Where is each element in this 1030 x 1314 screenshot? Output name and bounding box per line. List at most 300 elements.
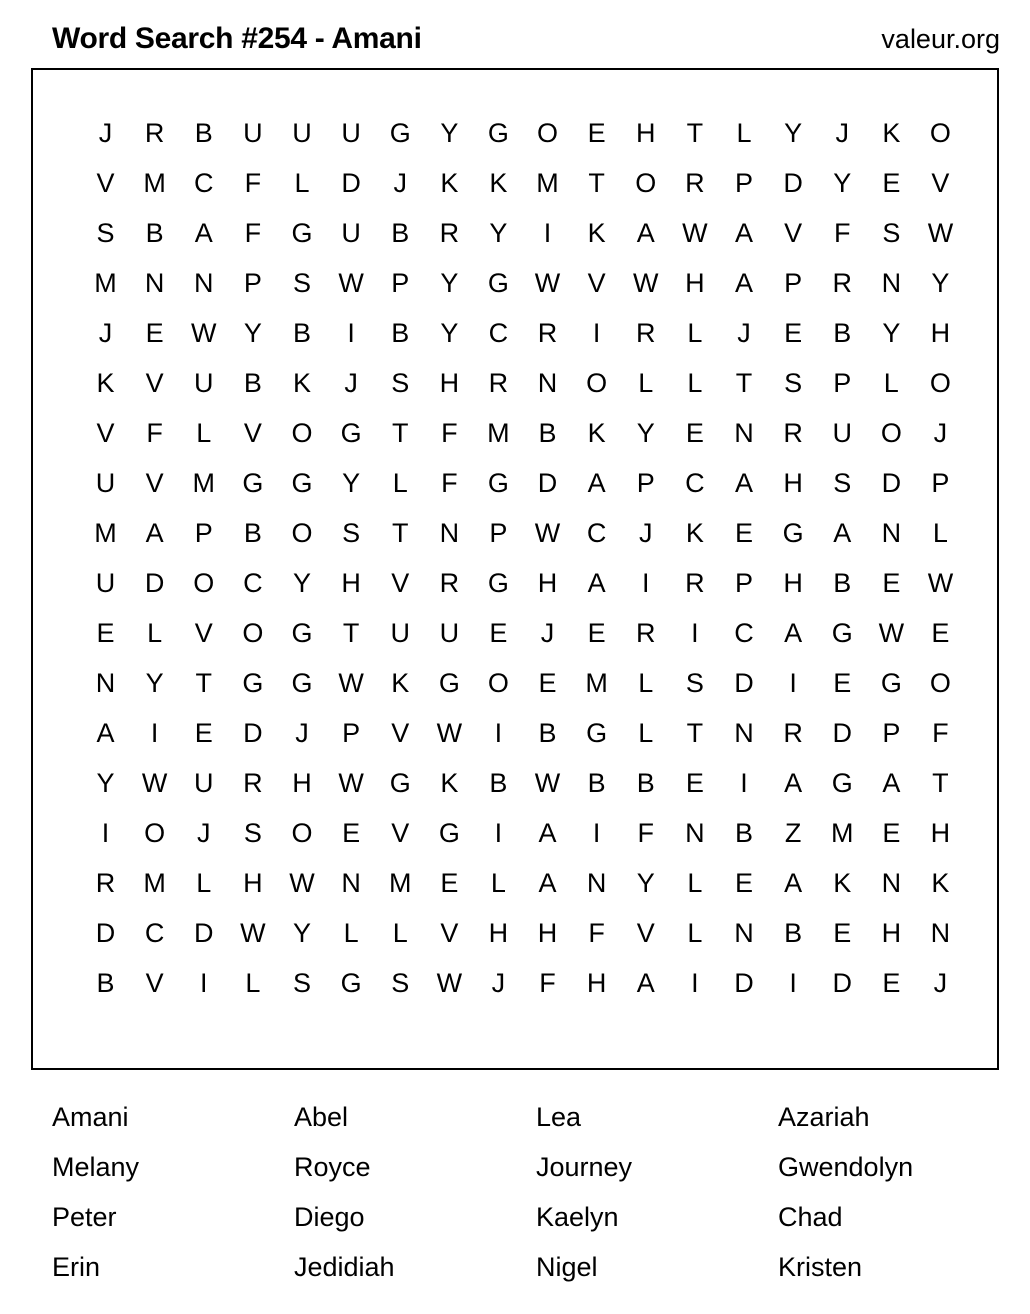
grid-letter: V: [784, 218, 803, 248]
grid-letter: U: [341, 118, 361, 148]
grid-letter: O: [242, 618, 264, 648]
grid-letter: V: [145, 968, 164, 998]
grid-letter: G: [782, 518, 804, 548]
grid-letter: R: [439, 218, 460, 248]
grid-letter: R: [685, 168, 705, 198]
grid-letter: Y: [292, 918, 311, 948]
grid-letter: T: [735, 368, 753, 398]
grid-letter: L: [687, 868, 703, 898]
grid-letter: N: [144, 268, 165, 298]
grid-letter: Y: [636, 868, 655, 898]
grid-letter: E: [882, 568, 901, 598]
grid-letter: P: [931, 468, 950, 498]
grid-letter: B: [96, 968, 115, 998]
grid-letter: L: [343, 918, 359, 948]
grid-letter: D: [881, 468, 902, 498]
grid-letter: G: [487, 568, 509, 598]
grid-letter: K: [489, 168, 508, 198]
grid-letter: U: [292, 118, 312, 148]
grid-letter: I: [101, 818, 110, 848]
grid-letter: R: [537, 318, 558, 348]
grid-letter: F: [244, 218, 262, 248]
grid-letter: S: [882, 218, 901, 248]
grid-letter: O: [193, 568, 215, 598]
grid-letter: J: [933, 418, 948, 448]
grid-letter: Y: [440, 118, 459, 148]
grid-letter: W: [682, 218, 708, 248]
grid-letter: B: [833, 568, 852, 598]
grid-letter: C: [194, 168, 214, 198]
grid-letter: N: [439, 518, 460, 548]
word-list: [52, 1092, 982, 1292]
grid-letter: O: [487, 668, 509, 698]
grid-letter: F: [441, 418, 458, 448]
grid-letter: L: [196, 418, 212, 448]
grid-letter: Y: [489, 218, 508, 248]
word-list-item: Erin: [52, 1252, 101, 1282]
grid-letter: T: [391, 518, 409, 548]
grid-letter: Z: [784, 818, 802, 848]
grid-letter: G: [242, 468, 264, 498]
grid-letter: S: [784, 368, 803, 398]
grid-letter: J: [491, 968, 506, 998]
grid-letter: L: [883, 368, 899, 398]
grid-letter: T: [686, 118, 704, 148]
grid-letter: R: [144, 118, 165, 148]
grid-letter: Y: [636, 418, 655, 448]
grid-letter: G: [880, 668, 902, 698]
grid-letter: B: [784, 918, 803, 948]
grid-letter: K: [882, 118, 901, 148]
grid-letter: C: [586, 518, 607, 548]
grid-letter: W: [289, 868, 315, 898]
grid-letter: E: [194, 718, 213, 748]
grid-letter: S: [292, 268, 311, 298]
grid-letter: E: [882, 168, 901, 198]
grid-letter: W: [436, 718, 463, 748]
grid-letter: B: [145, 218, 164, 248]
grid-letter: P: [489, 518, 508, 548]
grid-letter: J: [197, 818, 211, 848]
grid-letter: H: [292, 768, 312, 798]
grid-letter: I: [592, 318, 601, 348]
grid-letter: U: [439, 618, 460, 648]
grid-letter: E: [538, 668, 557, 698]
grid-letter: A: [145, 518, 164, 548]
grid-letter: C: [685, 468, 705, 498]
grid-letter: U: [341, 218, 361, 248]
word-list-item: Lea: [536, 1102, 582, 1132]
grid-letter: P: [391, 268, 410, 298]
grid-letter: Y: [784, 118, 803, 148]
grid-letter: O: [537, 118, 559, 148]
grid-letter: J: [835, 118, 849, 148]
grid-letter: W: [141, 768, 168, 798]
word-list-item: Royce: [294, 1152, 371, 1182]
grid-letter: M: [536, 168, 559, 198]
grid-letter: H: [783, 568, 803, 598]
grid-letter: V: [96, 168, 115, 198]
grid-letter: A: [587, 568, 606, 598]
grid-letter: U: [194, 768, 214, 798]
grid-letter: O: [929, 668, 951, 698]
grid-letter: D: [194, 918, 214, 948]
grid-letter: W: [927, 568, 954, 598]
word-list-item: Kaelyn: [536, 1202, 619, 1232]
grid-letter: E: [685, 418, 704, 448]
grid-letter: L: [687, 918, 703, 948]
grid-letter: G: [291, 668, 313, 698]
grid-letter: R: [685, 568, 705, 598]
grid-letter: H: [243, 868, 263, 898]
grid-letter: V: [931, 168, 950, 198]
grid-letter: Y: [440, 318, 459, 348]
grid-letter: O: [929, 118, 951, 148]
grid-letter: B: [292, 318, 311, 348]
grid-letter: K: [292, 368, 311, 398]
grid-letter: E: [96, 618, 115, 648]
grid-letter: F: [833, 218, 851, 248]
grid-letter: R: [488, 368, 509, 398]
grid-letter: O: [291, 818, 313, 848]
grid-letter: I: [494, 718, 503, 748]
grid-letter: L: [638, 668, 654, 698]
grid-letter: E: [342, 818, 361, 848]
grid-letter: J: [393, 168, 407, 198]
grid-letter: H: [930, 818, 951, 848]
grid-letter: A: [784, 618, 803, 648]
grid-letter: R: [439, 568, 460, 598]
grid-letter: B: [243, 518, 262, 548]
grid-letter: U: [194, 368, 214, 398]
grid-letter: H: [341, 568, 361, 598]
word-list-item: Chad: [778, 1202, 843, 1232]
grid-letter: F: [441, 468, 458, 498]
grid-letter: A: [784, 768, 803, 798]
grid-letter: I: [642, 568, 650, 598]
grid-letter: H: [881, 918, 902, 948]
grid-letter: W: [191, 318, 217, 348]
grid-letter: L: [294, 168, 310, 198]
grid-letter: O: [586, 368, 608, 398]
word-list-item: Jedidiah: [294, 1252, 395, 1282]
grid-letter: D: [832, 718, 852, 748]
grid-letter: E: [440, 868, 459, 898]
grid-letter: I: [200, 968, 208, 998]
grid-letter: M: [94, 518, 117, 548]
grid-letter: E: [587, 118, 606, 148]
grid-letter: Y: [931, 268, 950, 298]
grid-letter: V: [145, 368, 164, 398]
grid-letter: I: [691, 968, 699, 998]
grid-letter: M: [143, 868, 166, 898]
grid-letter: E: [489, 618, 508, 648]
grid-letter: C: [243, 568, 263, 598]
grid-letter: H: [586, 968, 607, 998]
grid-letter: N: [734, 918, 754, 948]
puzzle-grid-box: [31, 68, 999, 1070]
grid-letter: V: [391, 718, 410, 748]
grid-letter: C: [734, 618, 754, 648]
grid-letter: R: [636, 318, 656, 348]
grid-letter: V: [440, 918, 459, 948]
grid-letter: D: [144, 568, 165, 598]
grid-letter: S: [243, 818, 262, 848]
grid-letter: N: [537, 368, 558, 398]
grid-letter: W: [338, 268, 364, 298]
grid-letter: G: [487, 268, 509, 298]
grid-letter: R: [243, 768, 263, 798]
grid-letter: I: [494, 818, 503, 848]
grid-letter: K: [440, 168, 459, 198]
grid-letter: P: [243, 268, 262, 298]
grid-letter: I: [691, 618, 699, 648]
grid-letter: B: [194, 118, 213, 148]
grid-letter: V: [587, 268, 606, 298]
grid-letter: L: [245, 968, 261, 998]
grid-letter: N: [734, 718, 754, 748]
grid-letter: L: [392, 468, 408, 498]
grid-letter: S: [96, 218, 115, 248]
grid-letter: S: [685, 668, 704, 698]
grid-letter: R: [783, 718, 803, 748]
grid-letter: J: [737, 318, 751, 348]
grid-letter: O: [291, 418, 313, 448]
grid-letter: F: [637, 818, 655, 848]
grid-letter: G: [291, 218, 313, 248]
grid-letter: G: [831, 618, 853, 648]
grid-letter: E: [587, 618, 606, 648]
grid-letter: Y: [243, 318, 262, 348]
grid-letter: K: [587, 218, 606, 248]
grid-letter: S: [833, 468, 852, 498]
grid-letter: N: [95, 668, 116, 698]
letter-grid: [81, 108, 965, 1008]
grid-letter: A: [882, 768, 901, 798]
grid-letter: O: [929, 368, 951, 398]
grid-letter: E: [833, 668, 852, 698]
grid-letter: K: [931, 868, 950, 898]
grid-letter: H: [439, 368, 460, 398]
grid-letter: M: [487, 418, 510, 448]
grid-letter: L: [196, 868, 212, 898]
grid-letter: J: [639, 518, 653, 548]
grid-letter: B: [538, 718, 557, 748]
grid-letter: W: [338, 668, 364, 698]
grid-letter: G: [438, 668, 460, 698]
grid-letter: P: [734, 568, 753, 598]
word-list-item: Abel: [294, 1102, 349, 1132]
grid-letter: W: [534, 268, 561, 298]
grid-letter: A: [734, 268, 753, 298]
grid-letter: D: [832, 968, 852, 998]
grid-letter: Y: [440, 268, 459, 298]
grid-letter: B: [391, 218, 410, 248]
grid-letter: G: [389, 768, 411, 798]
grid-letter: N: [881, 868, 902, 898]
grid-letter: J: [295, 718, 309, 748]
grid-letter: H: [930, 318, 951, 348]
grid-letter: G: [291, 618, 313, 648]
grid-letter: A: [194, 218, 213, 248]
grid-letter: D: [783, 168, 803, 198]
word-list-item: Nigel: [536, 1252, 598, 1282]
grid-letter: G: [340, 968, 362, 998]
grid-letter: H: [636, 118, 656, 148]
grid-letter: U: [390, 618, 410, 648]
grid-letter: Y: [96, 768, 115, 798]
grid-letter: W: [534, 518, 561, 548]
grid-letter: R: [783, 418, 803, 448]
word-list-item: Kristen: [778, 1252, 863, 1282]
grid-letter: L: [147, 618, 163, 648]
grid-letter: I: [592, 818, 601, 848]
word-list-item: Azariah: [778, 1102, 870, 1132]
grid-letter: K: [685, 518, 704, 548]
grid-letter: I: [543, 218, 552, 248]
grid-letter: V: [391, 818, 410, 848]
grid-letter: M: [94, 268, 117, 298]
grid-letter: P: [833, 368, 852, 398]
grid-letter: P: [636, 468, 655, 498]
grid-letter: W: [338, 768, 364, 798]
grid-letter: M: [830, 818, 854, 848]
grid-letter: L: [638, 718, 654, 748]
grid-letter: L: [932, 518, 948, 548]
grid-letter: A: [734, 468, 753, 498]
grid-letter: E: [734, 518, 753, 548]
grid-letter: P: [882, 718, 901, 748]
grid-letter: D: [537, 468, 558, 498]
grid-letter: N: [930, 918, 951, 948]
grid-letter: H: [685, 268, 705, 298]
grid-letter: V: [391, 568, 410, 598]
grid-letter: G: [831, 768, 853, 798]
grid-letter: E: [784, 318, 803, 348]
grid-letter: I: [789, 968, 797, 998]
grid-letter: L: [736, 118, 752, 148]
grid-letter: K: [96, 368, 115, 398]
word-list-item: Gwendolyn: [778, 1152, 914, 1182]
grid-letter: B: [538, 418, 557, 448]
grid-letter: M: [388, 868, 412, 898]
grid-letter: S: [342, 518, 361, 548]
grid-letter: D: [734, 668, 754, 698]
grid-letter: T: [932, 768, 949, 798]
grid-letter: M: [143, 168, 166, 198]
grid-letter: B: [833, 318, 852, 348]
grid-letter: O: [635, 168, 657, 198]
grid-letter: S: [292, 968, 311, 998]
grid-letter: G: [438, 818, 460, 848]
grid-letter: V: [636, 918, 655, 948]
grid-letter: B: [734, 818, 753, 848]
grid-letter: I: [347, 318, 355, 348]
grid-letter: Y: [833, 168, 852, 198]
grid-letter: H: [537, 918, 558, 948]
grid-letter: P: [734, 168, 753, 198]
grid-letter: S: [391, 368, 410, 398]
grid-letter: T: [195, 668, 213, 698]
grid-letter: E: [882, 968, 901, 998]
grid-letter: V: [194, 618, 213, 648]
grid-letter: J: [933, 968, 948, 998]
grid-letter: A: [734, 218, 753, 248]
grid-letter: H: [537, 568, 558, 598]
grid-letter: K: [391, 668, 410, 698]
grid-letter: A: [784, 868, 803, 898]
grid-letter: N: [734, 418, 754, 448]
grid-letter: J: [98, 318, 113, 348]
grid-letter: Y: [145, 668, 164, 698]
grid-letter: I: [150, 718, 159, 748]
grid-letter: G: [389, 118, 411, 148]
site-name: valeur.org: [881, 24, 1000, 54]
grid-letter: J: [98, 118, 113, 148]
grid-letter: W: [240, 918, 266, 948]
grid-letter: N: [586, 868, 607, 898]
grid-letter: E: [145, 318, 164, 348]
grid-letter: H: [783, 468, 803, 498]
grid-letter: W: [927, 218, 954, 248]
grid-letter: K: [587, 418, 606, 448]
grid-letter: H: [488, 918, 509, 948]
word-list-item: Peter: [52, 1202, 117, 1232]
grid-letter: G: [340, 418, 362, 448]
grid-letter: G: [291, 468, 313, 498]
grid-letter: F: [146, 418, 163, 448]
word-list-item: Melany: [52, 1152, 140, 1182]
grid-letter: I: [789, 668, 797, 698]
grid-letter: W: [878, 618, 905, 648]
grid-letter: J: [344, 368, 358, 398]
grid-letter: A: [538, 818, 557, 848]
grid-letter: B: [587, 768, 606, 798]
grid-letter: O: [291, 518, 313, 548]
grid-letter: C: [488, 318, 509, 348]
grid-letter: B: [489, 768, 508, 798]
grid-letter: L: [687, 318, 703, 348]
grid-letter: U: [95, 468, 116, 498]
grid-letter: A: [636, 218, 655, 248]
page-header: [0, 0, 1030, 56]
grid-letter: R: [636, 618, 656, 648]
grid-letter: B: [391, 318, 410, 348]
grid-letter: R: [832, 268, 852, 298]
grid-letter: A: [833, 518, 852, 548]
grid-letter: Y: [882, 318, 901, 348]
grid-letter: M: [192, 468, 216, 498]
grid-letter: W: [534, 768, 561, 798]
grid-letter: W: [633, 268, 659, 298]
grid-letter: A: [96, 718, 115, 748]
grid-letter: D: [734, 968, 754, 998]
grid-letter: P: [784, 268, 803, 298]
grid-letter: G: [487, 468, 509, 498]
grid-letter: N: [685, 818, 705, 848]
grid-letter: D: [95, 918, 116, 948]
grid-letter: E: [931, 618, 950, 648]
grid-letter: N: [881, 518, 902, 548]
grid-letter: F: [932, 718, 949, 748]
grid-letter: N: [194, 268, 214, 298]
grid-letter: G: [242, 668, 264, 698]
grid-letter: A: [538, 868, 557, 898]
grid-letter: A: [636, 968, 655, 998]
grid-letter: O: [880, 418, 902, 448]
grid-letter: V: [145, 468, 164, 498]
grid-letter: U: [243, 118, 263, 148]
